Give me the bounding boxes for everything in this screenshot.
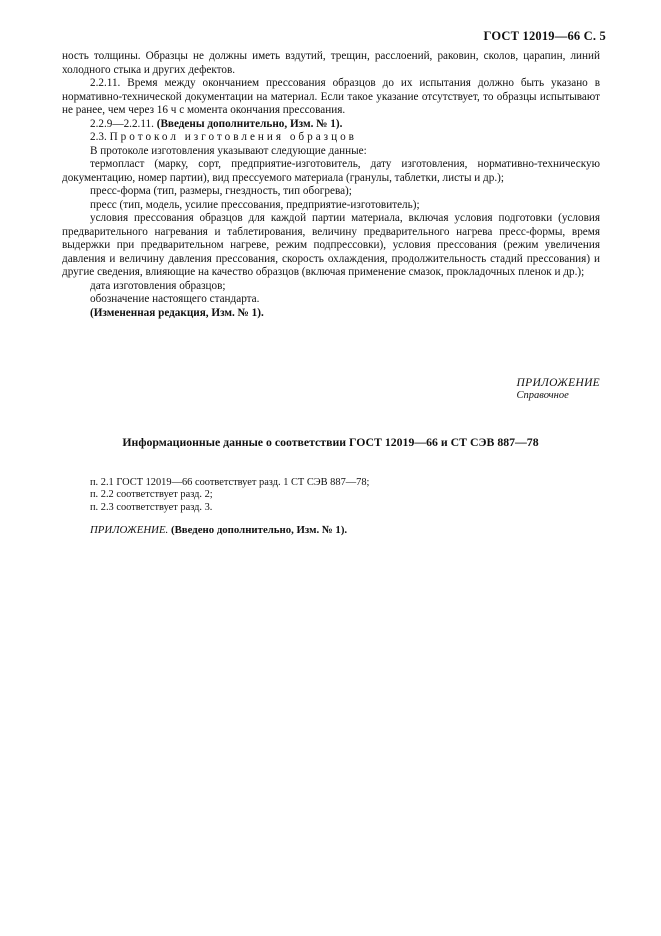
paragraph-continuation: ность толщины. Образцы не должны иметь вздутий, трещин, расслоений, раковин, сколов, царапин, линий холодного стыка и других дефектов. [62, 50, 600, 76]
appendix-label [517, 377, 600, 401]
correspondence-list [90, 477, 369, 514]
paragraph-2-2-9-note [62, 118, 600, 132]
list-item: п. 2.1 ГОСТ 12019—66 соответствует разд. 1 СТ СЭВ 887—78; [90, 477, 370, 488]
page-header: ГОСТ 12019—66 С. 5 [483, 29, 606, 43]
appendix-subtitle: Справочное [516, 390, 569, 401]
appendix-heading: Информационные данные о соответствии ГОСТ 12019—66 и СТ СЭВ 887—78 [122, 435, 539, 449]
appendix-note-text: (Введено дополнительно, Изм. № 1). [170, 524, 348, 536]
paragraph-2-2-11: 2.2.11. Время между окончанием прессования образцов до их испытания должно быть указано в нормативно-технической документации на материал. Если такое указание отсутствует, то образцы испытывают не ранее, чем через 16 ч с момента окончания прессования. [62, 77, 600, 116]
section-title: Протокол изготовления образцов [109, 131, 357, 143]
paragraph-2-3 [62, 131, 600, 145]
list-item: п. 2.2 соответствует разд. 2; [90, 489, 213, 501]
amendment-changed: (Измененная редакция, Изм. № 1). [90, 306, 264, 319]
list-item-date: дата изготовления образцов; [90, 279, 226, 292]
list-item-mold: пресс-форма (тип, размеры, гнездность, тип обогрева); [90, 185, 352, 197]
clause-range: 2.2.9—2.2.11. [90, 117, 154, 130]
amendment-note: (Введены дополнительно, Изм. № 1). [156, 117, 343, 130]
appendix-amendment-note [90, 524, 347, 536]
list-item-standard: обозначение настоящего стандарта. [90, 293, 260, 305]
list-item-thermoplastic: термопласт (марку, сорт, предприятие-изготовитель, дату изготовления, нормативно-техническую документацию, номер партии), вид прессуемого материала (гранулы, таблетки, листы и др.); [62, 158, 600, 184]
protocol-intro: В протоколе изготовления указывают следующие данные: [90, 144, 367, 157]
main-text [62, 50, 600, 320]
list-item: п. 2.3 соответствует разд. 3. [90, 501, 213, 513]
clause-number: 2.3. [90, 131, 107, 143]
appendix-title: ПРИЛОЖЕНИЕ [516, 377, 600, 389]
appendix-note-label: ПРИЛОЖЕНИЕ. [90, 524, 169, 536]
list-item-conditions: условия прессования образцов для каждой партии материала, включая условия подготовки (условия предварительного нагревания и таблетирования, величину предварительного нагрева пресс-формы, время выдержки при предварительном нагреве, режим подпрессовки), условия прессования (режим увеличения давления и величину давления прессования, скорость охлаждения, продолжительность стадий прессования) и другие сведения, влияющие на качество образцов (включая применение смазок, прокладочных пленок и др.); [62, 212, 600, 278]
list-item-press: пресс (тип, модель, усилие прессования, предприятие-изготовитель); [90, 198, 420, 211]
